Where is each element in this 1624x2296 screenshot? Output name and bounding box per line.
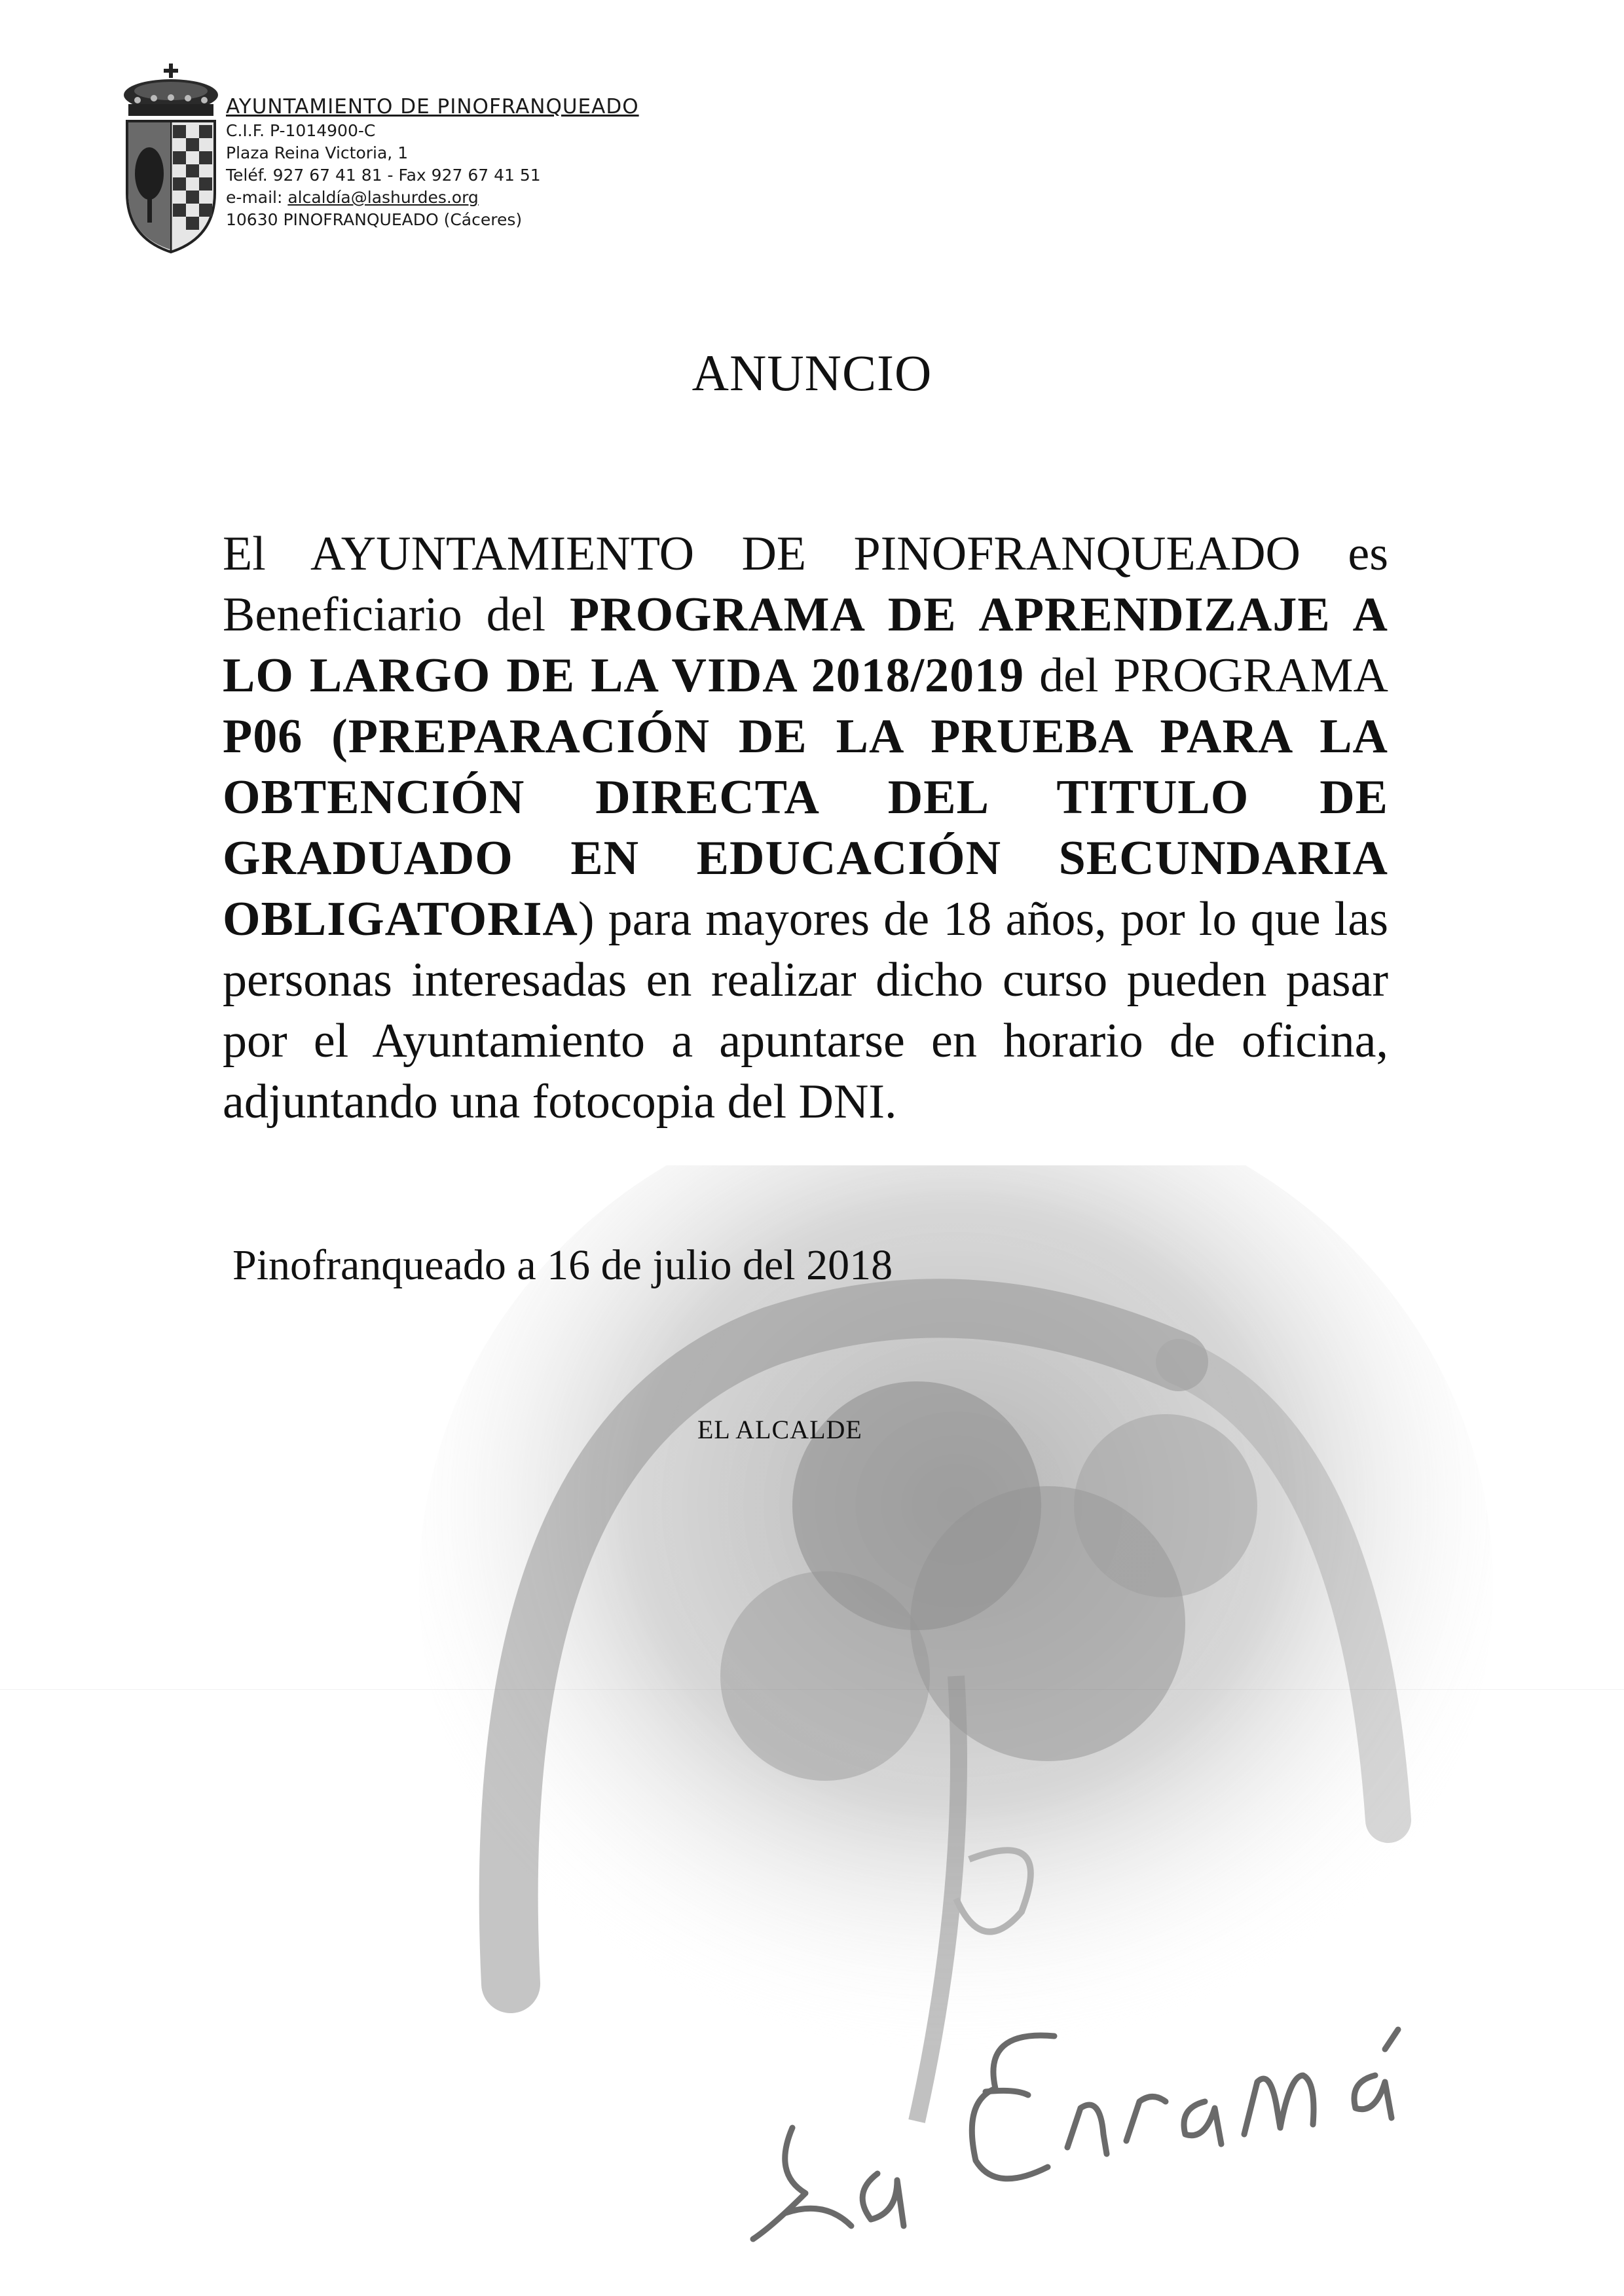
- email-line: [226, 187, 639, 209]
- body-text-1: El AYUNTAMIENTO DE PINOFRANQUEADO es Beneficiario del: [223, 527, 1388, 642]
- letterhead: [118, 62, 773, 285]
- letterhead-text: [226, 94, 639, 231]
- email-label: e-mail:: [226, 188, 288, 207]
- announcement-body: [223, 524, 1388, 1133]
- page-title: ANUNCIO: [692, 344, 932, 401]
- program-name: PROGRAMA DE APRENDIZAJE A LO LARGO DE LA VIDA 2018/2019: [223, 588, 1388, 702]
- body-text-3: ) para mayores de 18 años, por lo que las personas interesadas en realizar dicho curso pueden pasar por el Ayuntamiento a apuntarse en horario de oficina, adjuntando una fotocopia del DNI.: [223, 892, 1388, 1129]
- coat-of-arms-icon: [118, 62, 226, 259]
- address: Plaza Reina Victoria, 1: [226, 143, 409, 162]
- postal-city: 10630 PINOFRANQUEADO (Cáceres): [226, 210, 523, 229]
- program-code: P06 (PREPARACIÓN DE LA PRUEBA PARA LA OBTENCIÓN DIRECTA DEL TITULO DE GRADUADO EN EDUCACIÓN SECUNDARIA OBLIGATORIA: [223, 710, 1388, 946]
- phone-fax: Teléf. 927 67 41 81 - Fax 927 67 41 51: [226, 166, 541, 185]
- date-line: Pinofranqueado a 16 de julio del 2018: [232, 1241, 893, 1289]
- municipality-name: AYUNTAMIENTO DE PINOFRANQUEADO: [226, 95, 639, 118]
- cif: C.I.F. P-1014900-C: [226, 121, 376, 140]
- la-enrama-script-logo: [747, 1977, 1545, 2252]
- email-link[interactable]: alcaldía@lashurdes.org: [287, 188, 479, 207]
- signature-title: EL ALCALDE: [697, 1415, 862, 1444]
- body-text-2: del PROGRAMA: [1024, 649, 1388, 702]
